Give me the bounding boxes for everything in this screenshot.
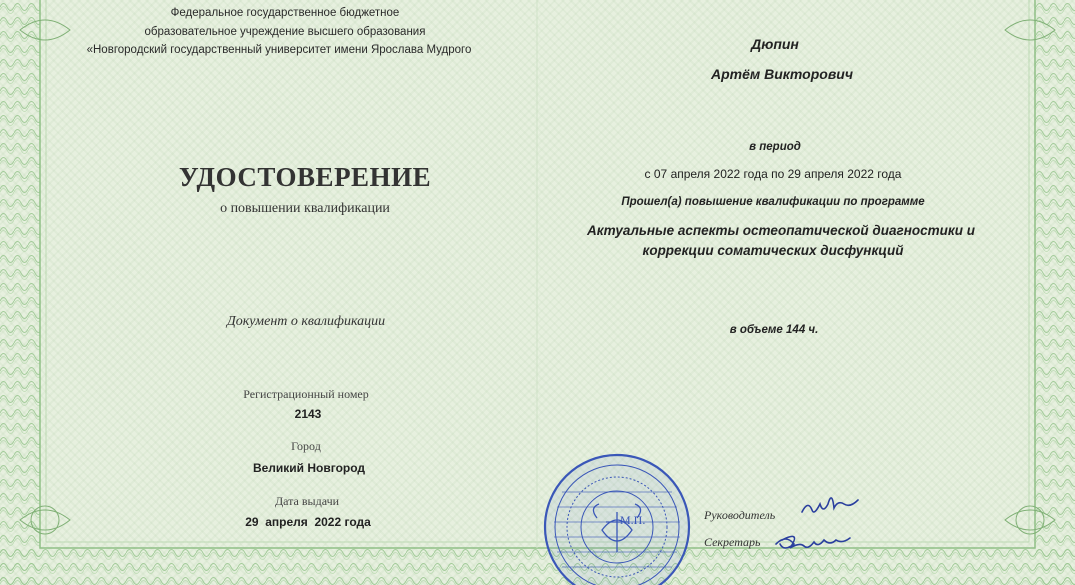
reg-number: 2143	[294, 407, 322, 421]
institution-line-2: образовательное учреждение высшего образования	[144, 26, 426, 38]
head-signature-label: Руководитель	[704, 508, 776, 522]
city-label: Город	[291, 439, 321, 453]
course-period: с 07 апреля 2022 года по 29 апреля 2022 года	[644, 167, 902, 181]
program-title-line-2: коррекции соматических дисфункций	[642, 243, 904, 258]
issue-date: 29 апреля 2022 года	[245, 515, 371, 529]
reg-number-label: Регистрационный номер	[243, 387, 369, 401]
head-signature	[798, 494, 868, 522]
seal-mark: М.П.	[620, 513, 646, 527]
secretary-signature	[772, 530, 862, 556]
program-intro: Прошел(а) повышение квалификации по программе	[621, 196, 925, 208]
issue-date-label: Дата выдачи	[274, 494, 340, 508]
certificate-subtitle: о повышении квалификации	[220, 201, 390, 216]
secretary-signature-label: Секретарь	[704, 535, 761, 549]
document-kind: Документ о квалификации	[226, 314, 386, 329]
certificate-title: УДОСТОВЕРЕНИЕ	[178, 162, 432, 192]
period-label: в период	[749, 141, 801, 153]
official-seal	[542, 452, 692, 585]
city-value: Великий Новгород	[252, 461, 366, 475]
institution-line-3: «Новгородский государственный университет имени Ярослава Мудрого	[86, 44, 472, 56]
holder-given-names: Артём Викторович	[711, 66, 853, 82]
institution-line-1: Федеральное государственное бюджетное	[170, 7, 400, 19]
program-title-line-1: Актуальные аспекты остеопатической диагностики и	[587, 223, 975, 238]
course-volume: в объеме 144 ч.	[729, 324, 819, 336]
holder-surname: Дюпин	[751, 36, 799, 52]
